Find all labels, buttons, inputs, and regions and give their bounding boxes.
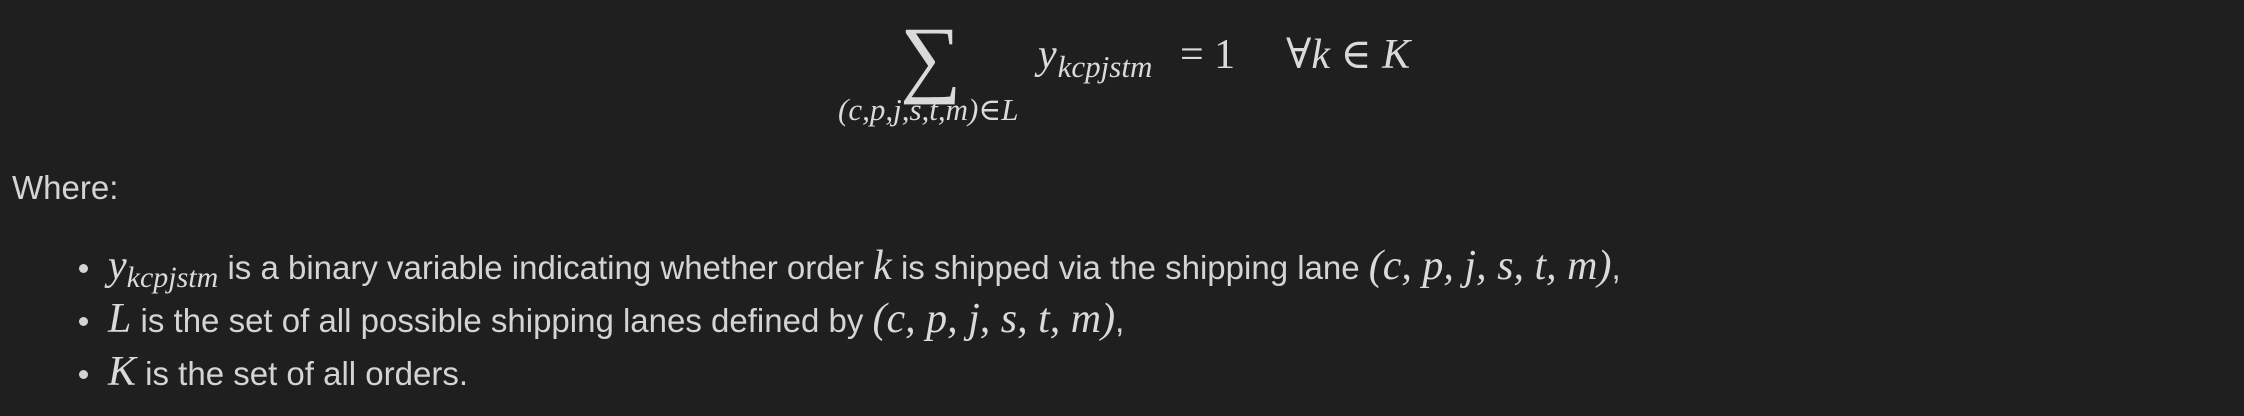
definition-text: is the set of all orders. [136,355,468,392]
definition-text: is the set of all possible shipping lanes defined by [131,302,873,339]
definition-text: is shipped via the shipping lane [891,249,1369,286]
lane-tuple: (c, p, j, s, t, m) [872,296,1116,342]
definition-tail: , [1611,249,1621,286]
definition-item-y [0,240,2244,293]
equation-rhs: = 1 [1180,32,1236,78]
summation-subscript: (c,p,j,s,t,m)∈L [838,92,1019,127]
variable-symbol: y [1038,32,1057,78]
display-equation [0,0,2244,150]
definition-text: is a binary variable indicating whether order [218,249,874,286]
lane-tuple: (c, p, j, s, t, m) [1368,243,1612,289]
definition-math-inline: k [873,243,892,289]
summation-symbol: ∑ [900,9,962,105]
definition-math: L [108,296,132,342]
definition-item-l [0,293,2244,346]
definition-math: y [108,243,127,289]
variable-subscript: kcpjstm [1057,49,1153,84]
definitions-list [0,240,2244,399]
definition-tail: , [1115,302,1125,339]
definition-math-subscript: kcpjstm [126,261,219,294]
where-label: Where: [12,169,119,206]
forall-clause: ∀k ∈ K [1286,32,1411,78]
summation-variable [1038,30,1152,83]
definition-item-k [0,346,2244,399]
definition-math: K [108,349,137,395]
